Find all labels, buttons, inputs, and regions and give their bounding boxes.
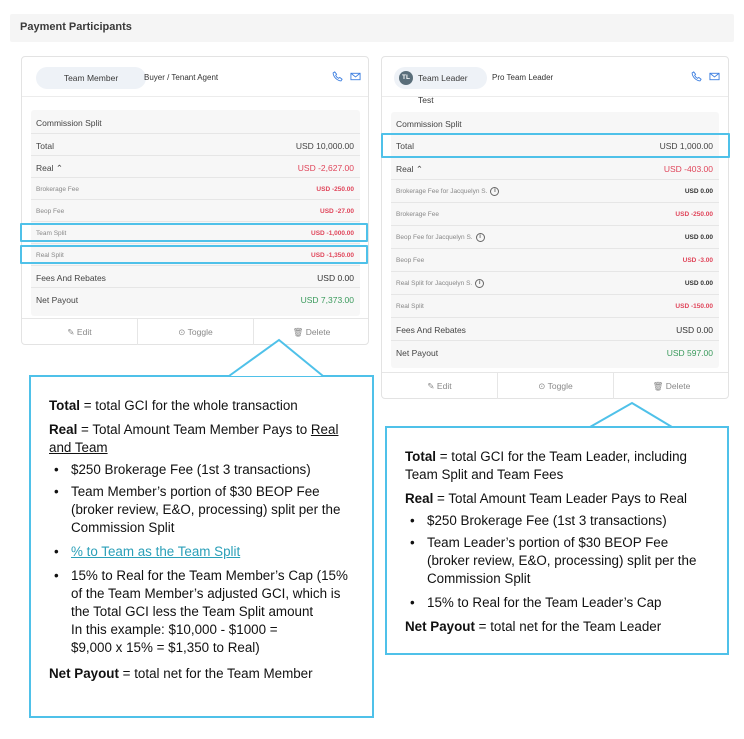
real-split-label: Real Split	[36, 252, 64, 259]
net-payout-row	[391, 341, 719, 368]
real-desc-underlined: Real and Team	[49, 422, 339, 455]
bullet-item: • Team Member’s portion of $30 BEOP Fee (broker review, E&O, processing) split per the Commission Split	[49, 483, 356, 537]
participant-role: Buyer / Tenant Agent	[144, 73, 219, 82]
total-label: Total	[396, 141, 414, 151]
avatar: TL	[399, 71, 413, 85]
bullet-item: • $250 Brokerage Fee (1st 3 transactions)	[49, 461, 356, 479]
example-line: $9,000 x 15% = $1,350 to Real)	[71, 640, 260, 655]
real-label	[396, 164, 423, 175]
commission-split-title-row	[31, 110, 360, 134]
total-term: Total	[405, 449, 436, 464]
participant-role: Pro Team Leader	[492, 73, 554, 82]
edit-button[interactable]	[382, 373, 497, 399]
net-desc: = total net for the Team Member	[118, 666, 313, 681]
real-split-highlight	[20, 245, 368, 264]
commission-split-title: Commission Split	[36, 118, 102, 128]
phone-icon[interactable]	[691, 71, 702, 82]
pencil-icon: ✎	[427, 381, 435, 391]
beop-fee-label: Beop Fee	[36, 208, 65, 215]
net-payout-row	[31, 288, 360, 316]
participant-pill[interactable]	[36, 67, 146, 89]
edit-label: Edit	[436, 381, 452, 391]
participant-name: Team Leader Test	[418, 73, 468, 105]
delete-label: Delete	[665, 381, 691, 391]
beop-fee-jacquelyn-value: USD 0.00	[684, 234, 713, 241]
pencil-icon: ✎	[67, 327, 75, 337]
mail-icon[interactable]	[350, 71, 361, 82]
participant-card-team-member	[21, 56, 369, 345]
fees-and-rebates-label: Fees And Rebates	[36, 273, 106, 283]
real-split-value: USD -1,350.00	[311, 252, 354, 259]
card-actions	[382, 372, 728, 398]
real-split-jacquelyn-row	[391, 272, 719, 295]
net-payout-label: Net Payout	[396, 348, 439, 358]
mail-icon[interactable]	[709, 71, 720, 82]
total-value: USD 1,000.00	[659, 141, 713, 151]
info-icon[interactable]: i	[475, 279, 484, 288]
brokerage-fee-jacquelyn-value: USD 0.00	[684, 188, 713, 195]
net-desc: = total net for the Team Leader	[474, 619, 662, 634]
toggle-icon: ⊙	[178, 327, 186, 337]
bullet-item	[49, 567, 356, 657]
real-desc: = Total Amount Team Member Pays to	[77, 422, 311, 437]
net-term: Net Payout	[405, 619, 475, 634]
card-header	[382, 57, 728, 105]
edit-label: Edit	[76, 327, 92, 337]
real-split-row	[391, 295, 719, 318]
team-split-link[interactable]: % to Team as the Team Split	[71, 544, 241, 559]
total-label: Total	[36, 141, 54, 151]
real-value: USD -2,627.00	[297, 163, 354, 173]
brokerage-fee-jacquelyn-label	[396, 187, 499, 196]
bullet-item: • 15% to Real for the Team Leader’s Cap	[405, 594, 713, 612]
real-label-text: Real	[36, 163, 54, 173]
trash-icon: 🗑	[652, 381, 664, 391]
callout-real	[405, 490, 713, 508]
toggle-button[interactable]	[498, 373, 613, 399]
fees-and-rebates-label: Fees And Rebates	[396, 325, 466, 335]
beop-fee-value: USD -3.00	[682, 257, 713, 264]
chevron-up-icon: ⌃	[415, 164, 423, 174]
callout-total	[405, 448, 713, 484]
fees-and-rebates-value: USD 0.00	[676, 325, 713, 335]
real-split-value: USD -150.00	[675, 303, 713, 310]
toggle-label: Toggle	[547, 381, 573, 391]
participant-name: Team Member	[63, 73, 119, 83]
real-label-text: Real	[396, 164, 414, 174]
bullet-item	[49, 543, 356, 561]
callout-net	[405, 618, 713, 636]
page-header	[10, 14, 734, 42]
brokerage-fee-label: Brokerage Fee	[36, 186, 79, 193]
beop-fee-jacquelyn-row	[391, 226, 719, 249]
beop-fee-row	[391, 249, 719, 272]
brokerage-fee-row	[31, 178, 360, 200]
team-leader-callout	[385, 426, 729, 655]
real-term: Real	[49, 422, 78, 437]
total-row	[31, 134, 360, 156]
brokerage-fee-value: USD -250.00	[675, 211, 713, 218]
commission-split-title: Commission Split	[396, 119, 462, 129]
commission-split-box	[31, 110, 360, 316]
brokerage-fee-jacquelyn-row	[391, 180, 719, 203]
chevron-up-icon: ⌃	[55, 163, 63, 173]
beop-fee-value: USD -27.00	[320, 208, 354, 215]
real-split-jacquelyn-label	[396, 279, 484, 288]
net-payout-value: USD 7,373.00	[300, 295, 354, 305]
toggle-icon: ⊙	[538, 381, 546, 391]
bullet-item: • Team Leader’s portion of $30 BEOP Fee (broker review, E&O, processing) split per the Commission Split	[405, 534, 713, 588]
fees-and-rebates-row	[31, 266, 360, 288]
team-split-highlight	[20, 223, 368, 242]
net-term: Net Payout	[49, 666, 119, 681]
commission-split-title-row	[391, 112, 719, 134]
team-member-callout	[29, 375, 374, 718]
total-desc: = total GCI for the Team Leader, including Team Split and Team Fees	[405, 449, 687, 482]
phone-icon[interactable]	[332, 71, 343, 82]
brokerage-fee-jacquelyn-text: Brokerage Fee for Jacquelyn S.	[396, 188, 488, 196]
info-icon[interactable]: i	[476, 233, 485, 242]
example-line: In this example: $10,000 - $1000 =	[71, 622, 278, 637]
delete-label: Delete	[305, 327, 331, 337]
page-title: Payment Participants	[20, 21, 132, 33]
total-highlight	[381, 133, 730, 158]
toggle-label: Toggle	[187, 327, 213, 337]
team-split-label: Team Split	[36, 230, 67, 237]
delete-button[interactable]	[254, 319, 369, 345]
real-term: Real	[405, 491, 434, 506]
fees-and-rebates-value: USD 0.00	[317, 273, 354, 283]
trash-icon: 🗑	[292, 327, 304, 337]
card-actions	[22, 318, 368, 344]
beop-fee-row	[31, 200, 360, 222]
real-row[interactable]	[391, 157, 719, 180]
net-payout-value: USD 597.00	[666, 348, 713, 358]
fees-and-rebates-row	[391, 318, 719, 341]
real-split-jacquelyn-text: Real Split for Jacquelyn S.	[396, 280, 473, 288]
beop-fee-jacquelyn-label	[396, 233, 485, 242]
brokerage-fee-label: Brokerage Fee	[396, 211, 439, 218]
card-header	[22, 57, 368, 97]
delete-button[interactable]	[614, 373, 729, 399]
beop-fee-jacquelyn-text: Beop Fee for Jacquelyn S.	[396, 234, 473, 242]
total-desc: = total GCI for the whole transaction	[80, 398, 298, 413]
callout-real	[49, 421, 356, 457]
beop-fee-label: Beop Fee	[396, 257, 425, 264]
bullet-item: • $250 Brokerage Fee (1st 3 transactions)	[405, 512, 713, 530]
info-icon[interactable]: i	[490, 187, 499, 196]
callout-total	[49, 397, 356, 415]
total-value: USD 10,000.00	[295, 141, 354, 151]
participant-pill[interactable]	[394, 67, 487, 105]
edit-button[interactable]	[22, 319, 137, 345]
total-term: Total	[49, 398, 80, 413]
callout-bullets	[49, 461, 356, 657]
net-payout-label: Net Payout	[36, 295, 79, 305]
real-split-label: Real Split	[396, 303, 424, 310]
bullet-text: 15% to Real for the Team Member’s Cap (15% of the Team Member’s adjusted GCI, which is the Total GCI less the Team Split amount	[71, 568, 348, 619]
brokerage-fee-row	[391, 203, 719, 226]
real-split-jacquelyn-value: USD 0.00	[684, 280, 713, 287]
callout-net	[49, 665, 356, 683]
real-value: USD -403.00	[663, 164, 713, 174]
team-split-value: USD -1,000.00	[311, 230, 354, 237]
real-desc: = Total Amount Team Leader Pays to Real	[433, 491, 688, 506]
callout-bullets	[405, 512, 713, 612]
real-label	[36, 163, 63, 174]
real-row[interactable]	[31, 156, 360, 178]
brokerage-fee-value: USD -250.00	[316, 186, 354, 193]
participant-card-team-leader	[381, 56, 729, 399]
toggle-button[interactable]	[138, 319, 253, 345]
